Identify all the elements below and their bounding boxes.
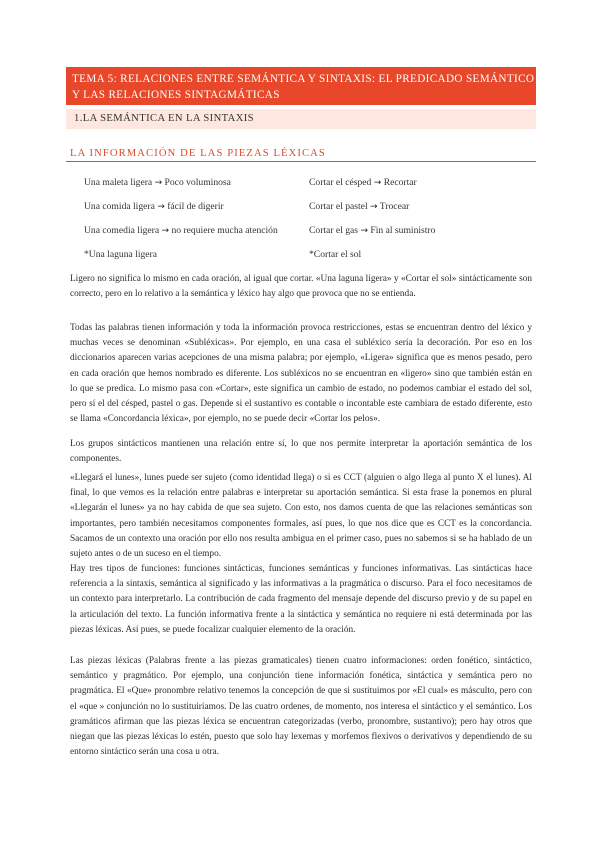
example-left-1 (84, 177, 231, 189)
example-left-2 (84, 201, 224, 213)
paragraph-2: Todas las palabras tienen información y toda la información provoca restricciones, estas se encuentran dentro del léxico y muchas veces se denominan «Subléxicas». Por ejemplo, en una casa el subléxico sería la decoración. Por eso en los diccionarios aparecen varias acepciones de una misma palabra; por ejemplo, «Ligera» significa que es menos pesado, pero en cada oración que hemos nombrado es diferente. Los subléxicos no se encuentran en «ligero» sino que también están en lo que se predica. Lo mismo pasa con «Cortar», este significa un cambio de estado, no podemos cambiar el estado del sol, pero sí el del césped, pastel o gas. Depende si el sustantivo es contable o incontable este cambiara de estado diferente, esto se llama «Concordancia léxica», por ejemplo, no se puede decir «Cortar los pelos». (70, 323, 532, 425)
arrow-right-icon: → (373, 178, 382, 188)
example-right-4 (309, 249, 361, 261)
paragraph-3: Los grupos sintácticos mantienen una relación entre sí, lo que nos permite interpretar la aportación semántica de los componentes. (70, 439, 532, 465)
example-meaning: Recortar (383, 177, 417, 188)
paragraph-1: Ligero no significa lo mismo en cada oración, al igual que cortar. «Una laguna ligera» y «Cortar el sol» sintácticamente son correcto, pero en lo relativo a la semántica y léxico hay algo que provoca que no se entienda. (70, 274, 532, 300)
example-left-3 (84, 225, 278, 237)
paragraph-4: «Llegará el lunes», lunes puede ser sujeto (como identidad llega) o si es CCT (alguien o algo llega al punto X el lunes). Al final, lo que vemos es la relación entre palabras e interpretar su aportación semántica. Si esta frase la ponemos en plural «Llegarán el lunes» ya no hay cabida de que sea sujeto. Con esto, nos damos cuenta de que las relaciones semánticas son importantes, pero también necesitamos componentes formales, así pues, lo que nos dice que es CCT es la concordancia. Sacamos de un contexto una oración por ello nos resulta ambigua en el primer caso, pues no sabemos si se ha hablado de un sujeto antes o de un suceso en el tiempo. (70, 473, 532, 560)
arrow-right-icon: → (360, 226, 368, 236)
arrow-right-icon: → (154, 178, 163, 188)
arrow-right-icon: → (370, 202, 378, 212)
subheading-rule (66, 161, 536, 162)
topic-title: TEMA 5: RELACIONES ENTRE SEMÁNTICA Y SINTAXIS: EL PREDICADO SEMÁNTICO Y LAS RELACIONES SINTAGMÁTICAS (72, 73, 535, 101)
example-phrase: *Cortar el sol (309, 249, 362, 260)
example-meaning: Trocear (379, 201, 410, 212)
section-heading: 1.LA SEMÁNTICA EN LA SINTAXIS (74, 113, 254, 124)
paragraph-5: Hay tres tipos de funciones: funciones sintácticas, funciones semánticas y funciones informativas. Las sintácticas hace referencia a la sintaxis, semántica al significado y las informativas a la pragmática o discurso. Para el foco necesitamos de un contexto para interpretarlo. La contribución de cada fragmento del mensaje depende del discurso previo y de su papel en la articulación del texto. La función informativa frente a la sintáctica y semántica no requiere ni está determinada por las piezas léxicas. Así pues, se puede focalizar cualquier elemento de la oración. (70, 564, 532, 635)
example-meaning: Fin al suministro (370, 225, 436, 236)
example-right-3 (309, 225, 435, 237)
example-phrase: Cortar el pastel (309, 201, 368, 212)
example-left-4 (84, 249, 157, 261)
example-right-2 (309, 201, 409, 213)
example-meaning: fácil de digerir (167, 201, 224, 212)
arrow-right-icon: → (161, 226, 170, 236)
section-heading-bar (66, 109, 536, 129)
example-phrase: Cortar el gas (309, 225, 359, 236)
example-phrase: Una comedia ligera (84, 225, 160, 236)
example-meaning: no requiere mucha atención (171, 225, 278, 236)
example-meaning: Poco voluminosa (164, 177, 231, 188)
example-phrase: Una maleta ligera (84, 177, 153, 188)
example-phrase: *Una laguna ligera (84, 249, 157, 260)
example-phrase: Una comida ligera (84, 201, 155, 212)
arrow-right-icon: → (157, 202, 165, 212)
topic-title-bar (66, 67, 536, 105)
example-right-1 (309, 177, 417, 189)
subheading: LA INFORMACIÓN DE LAS PIEZAS LÉXICAS (70, 148, 326, 159)
paragraph-6: Las piezas léxicas (Palabras frente a las piezas gramaticales) tienen cuatro informaciones: orden fonético, sintáctico, semántico y pragmático. Por ejemplo, una conjunción tiene información fonética, sintáctica y semántica pero no pragmática. El «Que» pronombre relativo tenemos la concepción de que si sustituimos por «El cual» es másculto, pero con el «que » conjunción no lo sustituiríamos. De las cuatro ordenes, de momento, nos interesa el sintáctico y el semántico. Los gramáticos afirman que las piezas léxica se encuentran categorizadas (verbo, pronombre, sustantivo); pero hay otros que niegan que las piezas léxicas lo estén, puesto que solo hay lexemas y morfemos flexivos o derivativos y dependiendo de su entorno sintáctico serán una cosa u otra. (70, 656, 532, 758)
example-phrase: Cortar el césped (309, 177, 372, 188)
